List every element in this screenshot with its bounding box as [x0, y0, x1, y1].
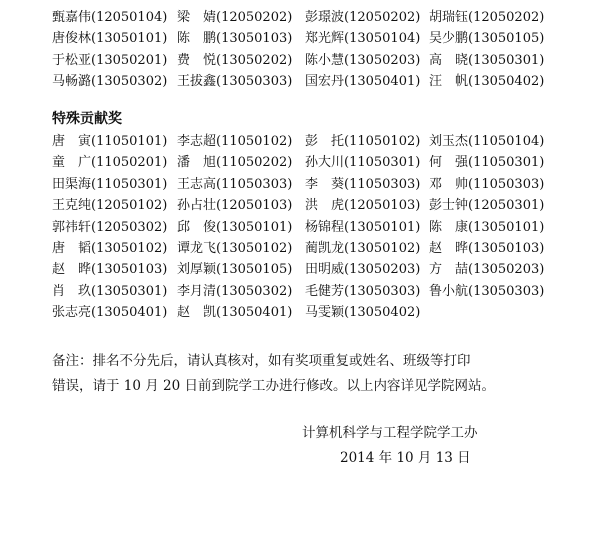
student-entry: 李 葵(11050303) — [305, 176, 421, 192]
student-entry: 蔺凯龙(13050102) — [305, 240, 421, 256]
section-heading-special-award: 特殊贡献奖 — [52, 111, 122, 127]
student-entry: 鲁小航(13050303) — [429, 283, 545, 299]
student-entry: 毛健芳(13050303) — [305, 283, 421, 299]
student-entry: 刘玉杰(11050104) — [429, 134, 545, 149]
student-entry: 国宏丹(13050401) — [305, 74, 421, 90]
award-list-top — [52, 7, 592, 93]
student-entry: 肖 玖(13050301) — [52, 283, 168, 299]
issue-date: 2014 年 10 月 13 日 — [340, 450, 471, 466]
student-entry: 童 广(11050201) — [52, 155, 168, 171]
student-entry: 吴少鹏(13050105) — [429, 31, 545, 47]
student-entry: 赵 晔(13050103) — [52, 262, 168, 278]
student-entry: 何 强(11050301) — [429, 155, 545, 171]
remark-paragraph — [52, 349, 592, 399]
signature-block — [302, 421, 542, 471]
student-entry: 胡瑞钰(12050202) — [429, 10, 545, 25]
student-entry: 于松亚(13050201) — [52, 52, 168, 68]
student-entry: 汪 帆(13050402) — [429, 74, 545, 90]
student-entry: 王拔鑫(13050303) — [177, 74, 293, 90]
student-entry: 唐 韬(13050102) — [52, 240, 168, 256]
student-entry: 方 喆(13050203) — [429, 262, 545, 278]
remark-line-1: 备注：排名不分先后，请认真核对，如有奖项重复或姓名、班级等打印 — [52, 353, 471, 369]
student-entry: 梁 婧(12050202) — [177, 10, 293, 25]
student-entry: 王志高(11050303) — [177, 176, 293, 192]
student-entry: 谭龙飞(13050102) — [177, 240, 293, 256]
student-entry: 郑光辉(13050104) — [305, 31, 421, 47]
student-entry: 杨锦程(13050101) — [305, 219, 421, 235]
student-entry: 费 悦(13050202) — [177, 52, 293, 68]
student-entry: 洪 虎(12050103) — [305, 198, 421, 214]
student-entry: 李月清(13050302) — [177, 283, 293, 299]
remark-line-2: 错误，请于 10 月 20 日前到院学工办进行修改。以上内容详见学院网站。 — [52, 378, 496, 394]
student-entry: 高 晓(13050301) — [429, 52, 545, 68]
student-entry: 马雯颖(13050402) — [305, 305, 421, 321]
student-entry: 田明威(13050203) — [305, 262, 421, 278]
student-entry: 田渠海(11050301) — [52, 176, 168, 192]
award-list-special — [52, 131, 592, 324]
student-entry: 甄嘉伟(12050104) — [52, 10, 168, 25]
student-entry: 李志超(11050102) — [177, 134, 293, 149]
student-entry: 郭祎轩(12050302) — [52, 219, 168, 235]
student-entry: 孙大川(11050301) — [305, 155, 421, 171]
student-entry: 陈 康(13050101) — [429, 219, 545, 235]
issuing-office: 计算机科学与工程学院学工办 — [302, 425, 478, 441]
student-entry: 潘 旭(11050202) — [177, 155, 293, 171]
student-entry: 陈 鹏(13050103) — [177, 31, 293, 47]
student-entry: 王克纯(12050102) — [52, 198, 168, 214]
student-entry: 孙占壮(12050103) — [177, 198, 293, 214]
student-entry: 邓 帅(11050303) — [429, 176, 545, 192]
student-entry: 邱 俊(13050101) — [177, 219, 293, 235]
student-entry: 唐俊林(13050101) — [52, 31, 168, 47]
student-entry: 赵 晔(13050103) — [429, 240, 545, 256]
student-entry: 刘厚颖(13050105) — [177, 262, 293, 278]
student-entry: 彭 托(11050102) — [305, 134, 421, 149]
student-entry: 彭士钟(12050301) — [429, 198, 545, 214]
student-entry: 唐 寅(11050101) — [52, 134, 168, 149]
student-entry: 马畅潞(13050302) — [52, 74, 168, 90]
student-entry: 张志亮(13050401) — [52, 305, 168, 321]
student-entry: 彭璟波(12050202) — [305, 10, 421, 25]
student-entry: 赵 凯(13050401) — [177, 305, 293, 321]
student-entry: 陈小慧(13050203) — [305, 52, 421, 68]
